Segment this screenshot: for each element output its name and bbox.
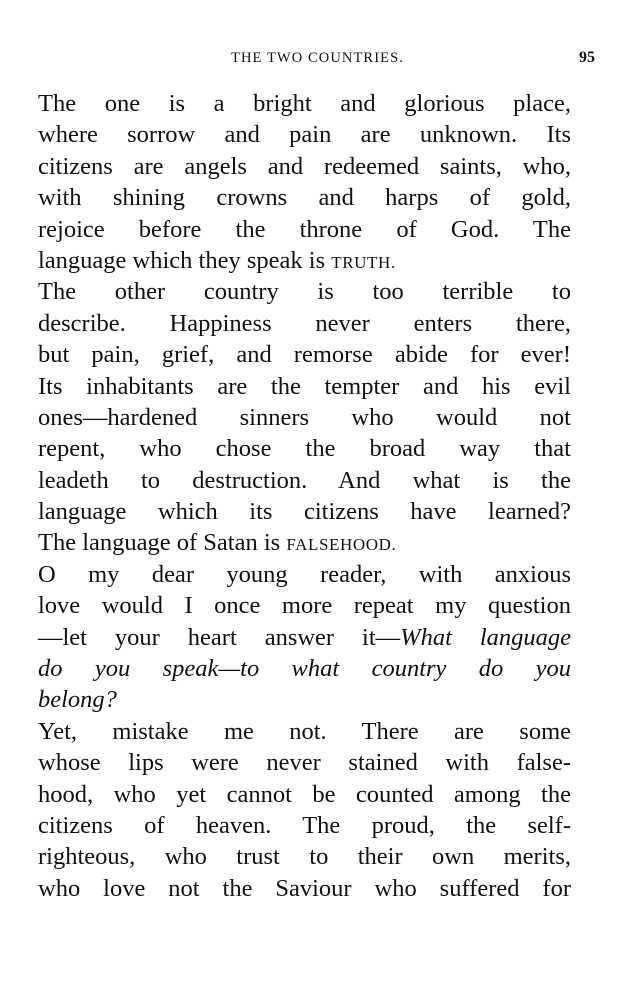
text-line: citizens are angels and redeemed saints, who, (38, 152, 571, 180)
text-line: leadeth to destruction. And what is the (38, 466, 571, 494)
text-line: language which they speak is TRUTH. (38, 246, 396, 274)
text-line: —let your heart answer it—What language (38, 623, 571, 651)
text-line: repent, who chose the broad way that (38, 435, 571, 463)
italic-text: belong? (38, 686, 117, 714)
text-line: who love not the Saviour who suffered for (38, 874, 571, 902)
text-line: ones—hardened sinners who would not (38, 403, 571, 431)
text-line: with shining crowns and harps of gold, (38, 184, 571, 212)
text-line: describe. Happiness never enters there, (38, 309, 571, 337)
text-line: Its inhabitants are the tempter and his evil (38, 372, 571, 400)
text-line: hood, who yet cannot be counted among the (38, 780, 571, 808)
text-line: The other country is too terrible to (38, 278, 571, 306)
italic-text: do you speak—to what country do you (38, 655, 571, 683)
body-text (38, 88, 571, 904)
running-head (40, 48, 595, 72)
text-line: O my dear young reader, with anxious (38, 560, 571, 588)
page-number: 95 (579, 49, 595, 66)
running-title: THE TWO COUNTRIES. (231, 50, 404, 66)
text-line: where sorrow and pain are unknown. Its (38, 121, 571, 149)
italic-text: What language (400, 623, 571, 651)
text-line: righteous, who trust to their own merits, (38, 843, 571, 871)
text-line: citizens of heaven. The proud, the self- (38, 811, 571, 839)
text-line: rejoice before the throne of God. The (38, 215, 571, 243)
text-line: language which its citizens have learned? (38, 498, 571, 526)
text-line (38, 653, 571, 684)
small-caps-word: TRUTH. (331, 252, 396, 272)
text-line: Yet, mistake me not. There are some (38, 717, 571, 745)
text-line (38, 684, 571, 715)
text-line: The language of Satan is FALSEHOOD. (38, 529, 397, 557)
text-line: The one is a bright and glorious place, (38, 90, 571, 117)
text-line: love would I once more repeat my question (38, 592, 571, 620)
small-caps-word: FALSEHOOD. (286, 535, 397, 555)
text-line: but pain, grief, and remorse abide for ever! (38, 341, 571, 369)
text-line: whose lips were never stained with false- (38, 749, 571, 777)
